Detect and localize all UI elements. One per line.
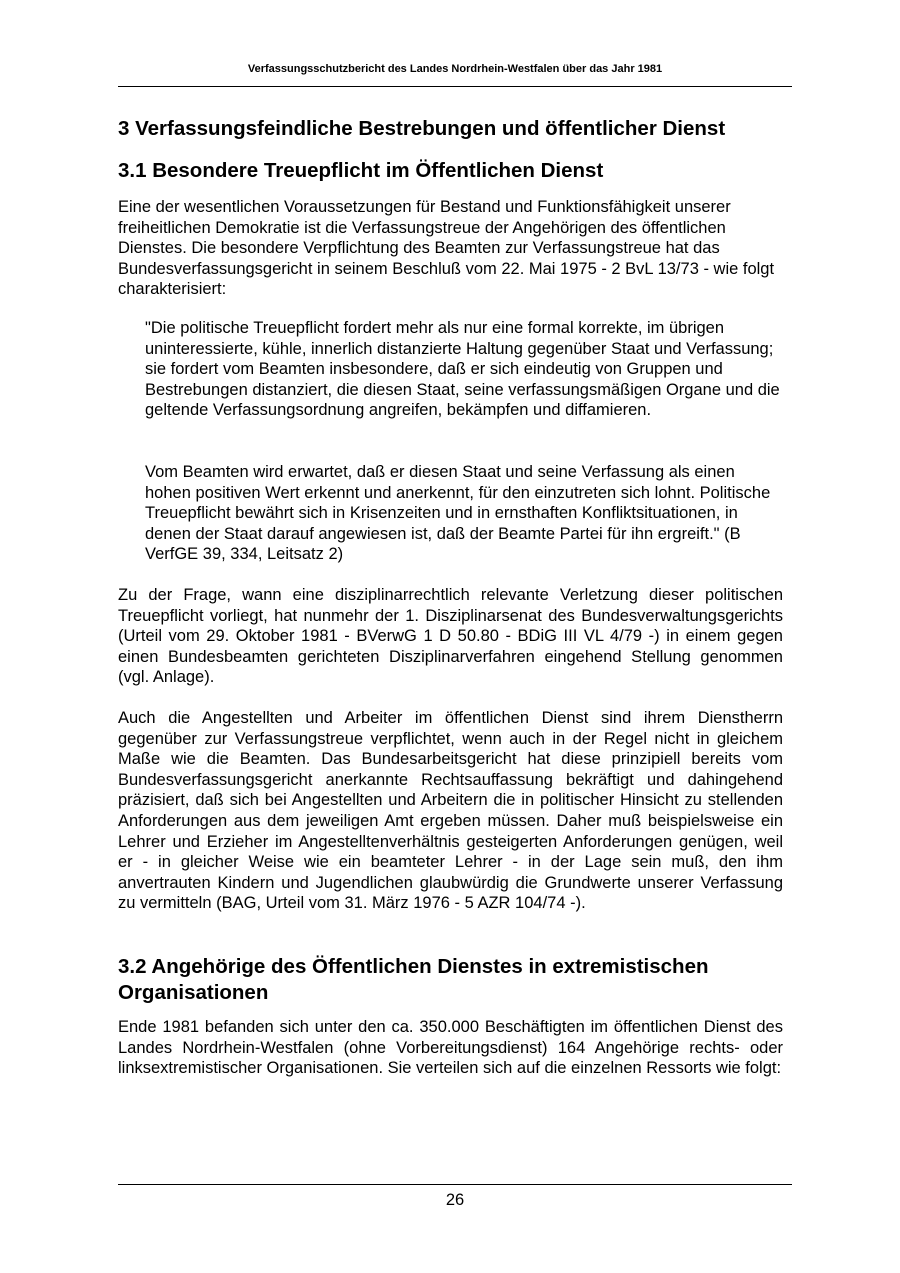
page-number: 26 [445, 1191, 465, 1209]
body-paragraph-4: Ende 1981 befanden sich unter den ca. 350.000 Beschäftigten im öffentlichen Dienst des Landes Nordrhein-Westfalen (ohne Vorbereitungsdienst) 164 Angehörige rechts- oder linksextremistischer Organisationen. Sie verteilen sich auf die einzelnen Ressorts wie folgt: [118, 1018, 783, 1078]
subsection-1-heading: 3.1 Besondere Treuepflicht im Öffentlichen Dienst [118, 159, 604, 182]
body-paragraph-3: Auch die Angestellten und Arbeiter im öffentlichen Dienst sind ihrem Dienstherrn gegenüber zur Verfassungstreue verpflichtet, wenn auch in der Regel nicht in gleichem Maße wie die Beamten. Das Bundesarbeitsgericht hat diese prinzipiell bereits vom Bundesverfassungsgericht anerkannte Rechtsauffassung bekräftigt und dahingehend präzisiert, daß sich bei Angestellten und Arbeitern die in politischer Hinsicht zu stellenden Anforderungen aus dem jeweiligen Amt ergeben müssen. Daher muß beispielsweise ein Lehrer und Erzieher im Angestelltenverhältnis gesteigerten Anforderungen genügen, weil er - in gleicher Weise wie ein beamteter Lehrer - in der Lage sein muß, den ihm anvertrauten Kindern und Jugendlichen glaubwürdig die Grundwerte unserer Verfassung zu vermitteln (BAG, Urteil vom 31. März 1976 - 5 AZR 104/74 -). [118, 709, 783, 913]
section-heading: 3 Verfassungsfeindliche Bestrebungen und öffentlicher Dienst [118, 117, 726, 140]
running-header: Verfassungsschutzbericht des Landes Nordrhein-Westfalen über das Jahr 1981 [247, 63, 663, 75]
intro-paragraph: Eine der wesentlichen Voraussetzungen für Bestand und Funktionsfähigkeit unserer freiheitlichen Demokratie ist die Verfassungstreue der Angehörigen des öffentlichen Dienstes. Die besondere Verpflichtung des Beamten zur Verfassungstreue hat das Bundesverfassungsgericht in seinem Beschluß vom 22. Mai 1975 - 2 BvL 13/73 - wie folgt charakterisiert: [118, 198, 775, 299]
quote-paragraph-1: "Die politische Treuepflicht fordert mehr als nur eine formal korrekte, im übrigen uninteressierte, kühle, innerlich distanzierte Haltung gegenüber Staat und Verfassung; sie fordert vom Beamten insbesondere, daß er sich eindeutig von Gruppen und Bestrebungen distanziert, die diesen Staat, seine verfassungsmäßigen Organe und die geltende Verfassungsordnung angreifen, bekämpfen und diffamieren. [145, 319, 780, 420]
subsection-2-heading: 3.2 Angehörige des Öffentlichen Dienstes in extremistischen Organisationen [118, 955, 709, 1004]
header-divider [118, 86, 792, 87]
quote-paragraph-2: Vom Beamten wird erwartet, daß er diesen Staat und seine Verfassung als einen hohen positiven Wert erkennt und anerkennt, für den einzutreten sich lohnt. Politische Treuepflicht bewährt sich in Krisenzeiten und in ernsthaften Konfliktsituationen, in denen der Staat darauf angewiesen ist, daß der Beamte Partei für ihn ergreift." (B VerfGE 39, 334, Leitsatz 2) [145, 463, 771, 564]
footer-divider [118, 1184, 792, 1185]
body-paragraph-2: Zu der Frage, wann eine disziplinarrechtlich relevante Verletzung dieser politischen Treuepflicht vorliegt, hat nunmehr der 1. Disziplinarsenat des Bundesverwaltungsgerichts (Urteil vom 29. Oktober 1981 - BVerwG 1 D 50.80 - BDiG III VL 4/79 -) in einem gegen einen Bundesbeamten gerichteten Disziplinarverfahren eingehend Stellung genommen (vgl. Anlage). [118, 586, 783, 687]
